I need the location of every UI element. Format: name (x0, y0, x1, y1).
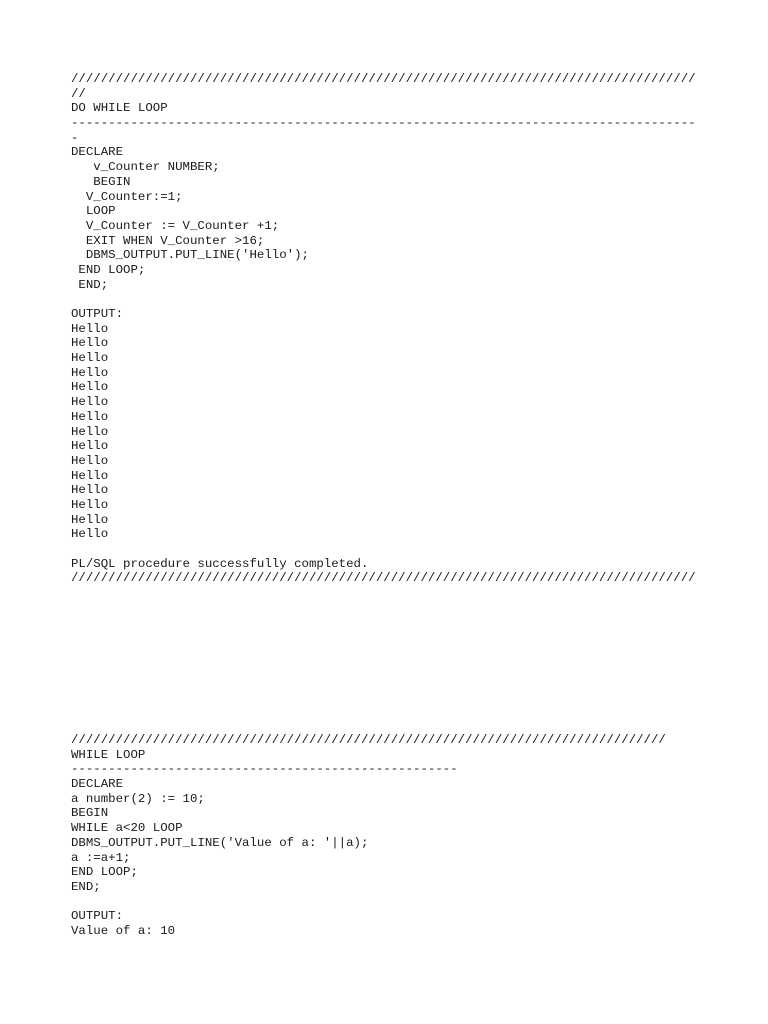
code-line: // (71, 86, 86, 101)
code-line: a number(2) := 10; (71, 791, 205, 806)
code-line: DECLARE (71, 145, 124, 160)
code-line: WHILE LOOP (71, 747, 146, 762)
while-loop-section (71, 733, 666, 939)
code-line (71, 292, 696, 307)
code-line: Hello (71, 395, 109, 410)
do-while-loop-section (71, 72, 696, 586)
code-line: END; (71, 879, 101, 894)
code-line: END LOOP; (71, 262, 146, 277)
code-line: END; (71, 277, 109, 292)
code-line: Hello (71, 321, 109, 336)
code-line: //////////////////////////////////////////////////////////////////////////////// (71, 733, 666, 747)
code-line: OUTPUT: (71, 909, 124, 924)
code-line: Hello (71, 365, 109, 380)
code-line: Hello (71, 483, 109, 498)
code-line: Hello (71, 380, 109, 395)
code-line: DBMS_OUTPUT.PUT_LINE('Hello'); (71, 248, 309, 263)
code-line: Hello (71, 409, 109, 424)
code-line: EXIT WHEN V_Counter >16; (71, 233, 265, 248)
code-line: //////////////////////////////////////////////////////////////////////////////////// (71, 571, 696, 586)
code-line: BEGIN (71, 806, 109, 821)
code-line: DO WHILE LOOP (71, 101, 168, 116)
code-line: ------------------------------------------------------------------------------------ (71, 116, 696, 131)
code-line: Hello (71, 424, 109, 439)
code-line: PL/SQL procedure successfully completed. (71, 556, 369, 571)
code-line: Hello (71, 527, 109, 542)
code-line: Hello (71, 468, 109, 483)
code-line: Hello (71, 512, 109, 527)
code-line: BEGIN (71, 174, 131, 189)
code-line: Hello (71, 453, 109, 468)
code-line: END LOOP; (71, 865, 138, 880)
code-line: ---------------------------------------------------- (71, 762, 458, 777)
code-line: //////////////////////////////////////////////////////////////////////////////////// (71, 72, 696, 86)
code-line: V_Counter:=1; (71, 189, 183, 204)
code-line (71, 895, 666, 910)
code-line: - (71, 130, 79, 145)
code-line: Hello (71, 336, 109, 351)
code-line: OUTPUT: (71, 307, 124, 321)
code-line: Value of a: 10 (71, 923, 176, 938)
code-line: DECLARE (71, 777, 124, 792)
code-line: v_Counter NUMBER; (71, 160, 220, 175)
code-line: DBMS_OUTPUT.PUT_LINE('Value of a: '||a); (71, 835, 369, 850)
code-line: WHILE a<20 LOOP (71, 821, 183, 836)
code-line: V_Counter := V_Counter +1; (71, 218, 280, 233)
code-line: LOOP (71, 204, 116, 219)
code-line: Hello (71, 439, 109, 454)
code-line: Hello (71, 351, 109, 366)
code-line: a :=a+1; (71, 850, 131, 865)
code-line: Hello (71, 497, 109, 512)
code-line (71, 542, 696, 557)
